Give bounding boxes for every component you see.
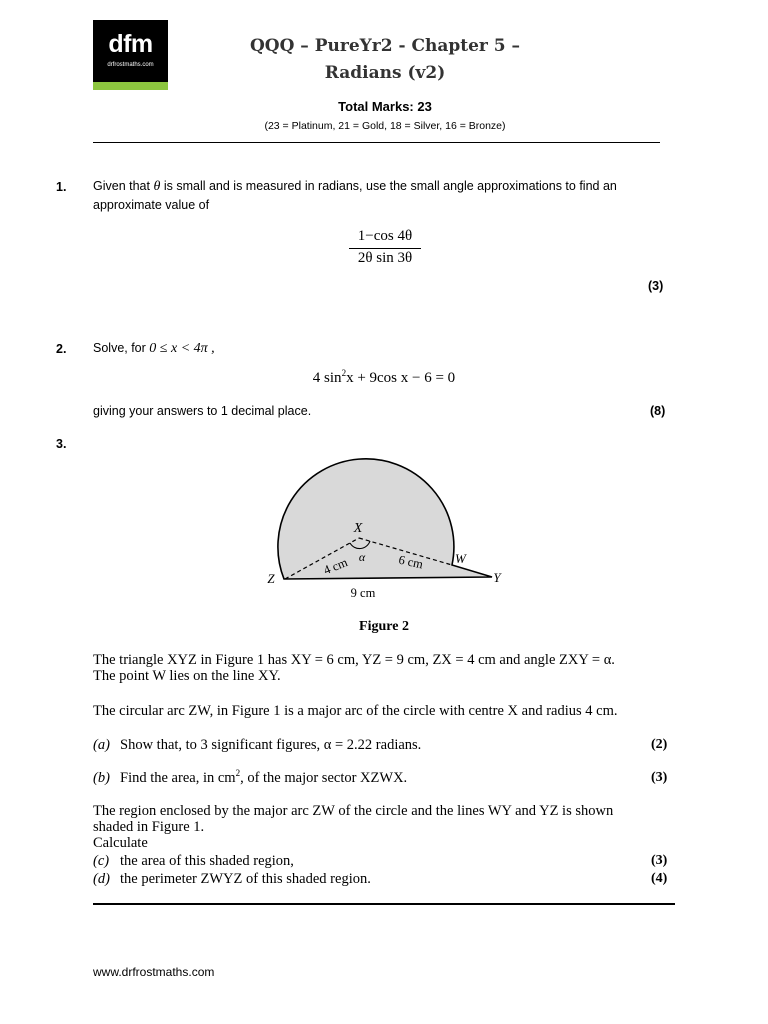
part-d-marks: (4) [651, 871, 668, 886]
part-c-text: the area of this shaded region, [120, 853, 294, 869]
part-c-label: (c) [93, 853, 110, 869]
part-a-marks: (2) [651, 737, 668, 752]
label-zy-length: 9 cm [350, 586, 376, 600]
q3-paragraph-1: The triangle XYZ in Figure 1 has XY = 6 cm, YZ = 9 cm, ZX = 4 cm and angle ZXY = α. The point W lies on the line XY. [93, 652, 615, 684]
q3-paragraph-3: The region enclosed by the major arc ZW of the circle and the lines WY and YZ is shown shaded in Figure 1. Calculate [93, 803, 614, 851]
total-marks: Total Marks: 23 [338, 99, 432, 114]
q3-paragraph-2: The circular arc ZW, in Figure 1 is a major arc of the circle with centre X and radius 4 cm. [93, 703, 618, 719]
title-line-1: QQQ – PureYr2 - Chapter 5 – [249, 36, 521, 56]
part-a-text: Show that, to 3 significant figures, α = 2.22 radians. [120, 737, 422, 753]
logo-text: dfm [108, 30, 153, 58]
part-b-marks: (3) [651, 770, 668, 785]
label-w: W [455, 551, 466, 566]
question-1-number: 1. [56, 180, 67, 194]
part-b-label: (b) [93, 770, 110, 786]
part-d-text: the perimeter ZWYZ of this shaded region. [120, 871, 371, 887]
title-line-2: Radians (v2) [324, 63, 446, 83]
grade-thresholds: (23 = Platinum, 21 = Gold, 18 = Silver, 16 = Bronze) [264, 120, 506, 132]
label-z: Z [267, 571, 275, 586]
figure-caption: Figure 2 [359, 619, 409, 634]
part-a-label: (a) [93, 737, 110, 753]
question-1-marks: (3) [648, 279, 664, 293]
question-2-marks: (8) [650, 404, 666, 418]
part-b-text: Find the area, in $cm^2$, of the major sector XZWX. [120, 768, 408, 786]
logo-url: drfrostmaths.com [107, 62, 154, 68]
fraction-numerator: 1−cos 4θ [357, 228, 413, 244]
question-2-number: 2. [56, 342, 67, 356]
end-rule [93, 903, 675, 905]
label-y: Y [493, 570, 501, 585]
label-alpha: α [358, 550, 366, 564]
question-2-equation: 4 $\sin^2x + 9\cos$ x − 6 = 0 [312, 368, 456, 386]
part-c-marks: (3) [651, 853, 668, 868]
question-1-text: Given that θ is small and is measured in radians, use the small angle approximations to find an approximate value of [93, 179, 617, 212]
question-2-text: Solve, for 0 ≤ x < 4π , [93, 341, 215, 356]
label-xw-length: 6 cm [397, 552, 425, 572]
part-d-label: (d) [93, 871, 110, 887]
label-x: X [353, 521, 363, 536]
question-2-instruction: giving your answers to 1 decimal place. [93, 404, 312, 418]
fraction-denominator: 2θ sin 3θ [357, 250, 413, 266]
question-3-number: 3. [56, 437, 67, 451]
label-zx-length: 4 cm [321, 555, 350, 578]
footer-url: www.drfrostmaths.com [93, 965, 215, 979]
